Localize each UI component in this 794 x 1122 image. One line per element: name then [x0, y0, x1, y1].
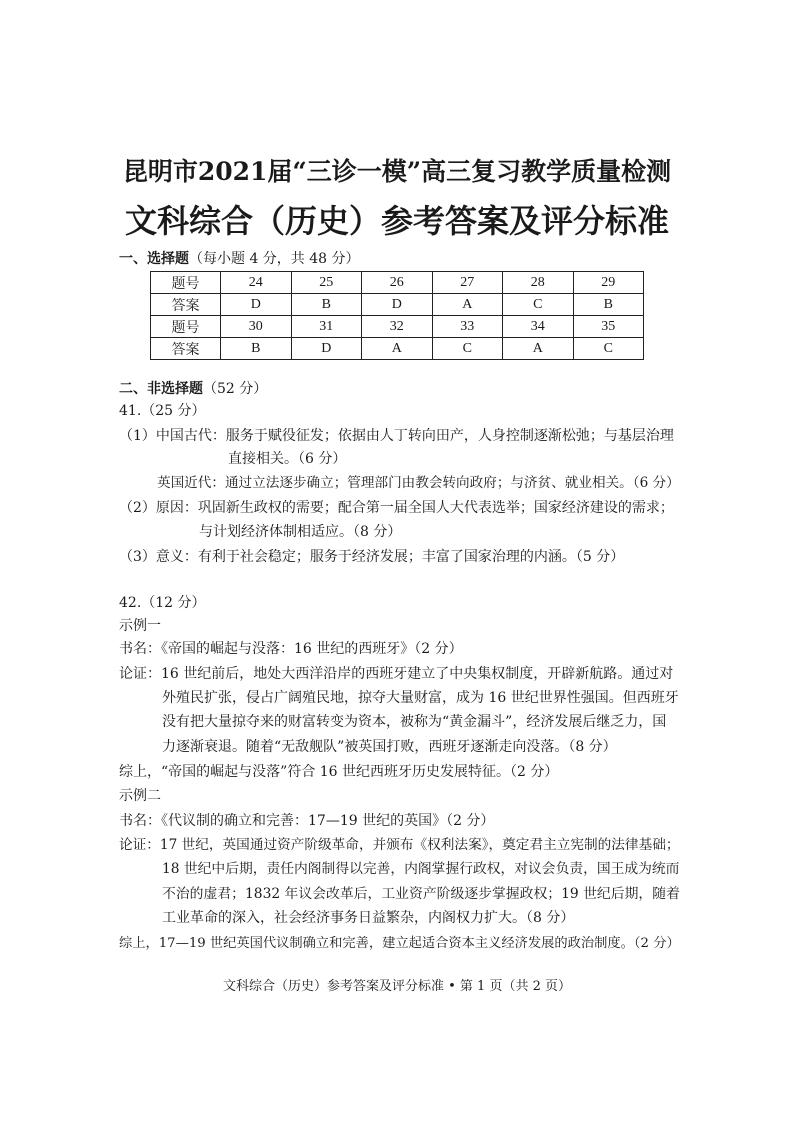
- multiple-choice-answer-table: [150, 271, 644, 360]
- table-cell: A: [432, 294, 503, 316]
- example-2-label: 示例二: [119, 788, 161, 804]
- table-cell: A: [503, 338, 574, 360]
- table-row: [151, 316, 644, 338]
- row-label: 答案: [151, 294, 221, 316]
- table-cell: C: [503, 294, 574, 316]
- table-cell: C: [432, 338, 503, 360]
- table-cell: 32: [362, 316, 433, 338]
- table-cell: D: [291, 338, 362, 360]
- table-cell: A: [362, 338, 433, 360]
- section-2-title: 二、非选择题: [119, 381, 203, 397]
- table-cell: B: [221, 338, 292, 360]
- section-2-note: （52 分）: [203, 381, 268, 397]
- table-row: [151, 294, 644, 316]
- table-cell: 33: [432, 316, 503, 338]
- table-cell: 30: [221, 316, 292, 338]
- table-cell: C: [573, 338, 644, 360]
- q41-part3: （3）意义：有利于社会稳定；服务于经济发展；丰富了国家治理的内涵。（5 分）: [119, 549, 625, 565]
- table-row: [151, 272, 644, 294]
- example-2-argument-line1: 论证：17 世纪，英国通过资产阶级革命，并颁布《权利法案》，奠定君主立宪制的法律基础；: [119, 837, 680, 853]
- example-1-summary: 综上，“帝国的崛起与没落”符合 16 世纪西班牙历史发展特征。（2 分）: [119, 764, 559, 780]
- table-cell: D: [362, 294, 433, 316]
- table-cell: B: [573, 294, 644, 316]
- example-1-argument-line3: 没有把大量掠夺来的财富转变为资本，被称为“黄金漏斗”，经济发展后继乏力，国: [162, 714, 667, 730]
- example-2-summary: 综上，17—19 世纪英国代议制确立和完善，建立起适合资本主义经济发展的政治制度。（2 分）: [119, 936, 680, 951]
- q41-header: 41.（25 分）: [119, 403, 206, 419]
- table-cell: 27: [432, 272, 503, 294]
- section-1-note: （每小题 4 分，共 48 分）: [189, 251, 360, 267]
- q41-part2-line1: （2）原因：巩固新生政权的需要；配合第一届全国人大代表选举；国家经济建设的需求；: [119, 500, 674, 516]
- table-cell: D: [221, 294, 292, 316]
- table-cell: 28: [503, 272, 574, 294]
- example-2-argument-line4: 工业革命的深入，社会经济事务日益繁杂，内阁权力扩大。（8 分）: [162, 910, 575, 926]
- table-cell: 31: [291, 316, 362, 338]
- row-label: 答案: [151, 338, 221, 360]
- document-subtitle: 文科综合（历史）参考答案及评分标准: [124, 202, 669, 240]
- table-cell: 26: [362, 272, 433, 294]
- row-label: 题号: [151, 272, 221, 294]
- example-2-argument-line2: 18 世纪中后期，责任内阁制得以完善，内阁掌握行政权，对议会负责，国王成为统而: [162, 861, 680, 877]
- section-1-title: 一、选择题: [119, 251, 189, 267]
- example-1-argument-line4: 力逐渐衰退。随着“无敌舰队”被英国打败，西班牙逐渐走向没落。（8 分）: [162, 739, 617, 755]
- table-cell: B: [291, 294, 362, 316]
- example-1-argument-line2: 外殖民扩张，侵占广阔殖民地，掠夺大量财富，成为 16 世纪世界性强国。但西班牙: [162, 690, 679, 706]
- q41-part1-line1: （1）中国古代：服务于赋役征发；依据由人丁转向田产，人身控制逐渐松弛；与基层治理: [119, 428, 674, 444]
- q42-header: 42.（12 分）: [119, 595, 206, 611]
- table-cell: 35: [573, 316, 644, 338]
- q41-part1-line3: 英国近代：通过立法逐步确立；管理部门由教会转向政府；与济贫、就业相关。（6 分）: [157, 475, 680, 491]
- table-row: [151, 338, 644, 360]
- section-2-heading: [119, 378, 267, 398]
- table-cell: 25: [291, 272, 362, 294]
- q41-part1-line2: 直接相关。（6 分）: [228, 451, 347, 467]
- example-2-argument-line3: 不治的虚君；1832 年议会改革后，工业资产阶级逐步掌握政权；19 世纪后期，随着: [162, 886, 680, 902]
- example-2-book-title: 书名：《代议制的确立和完善：17—19 世纪的英国》（2 分）: [119, 813, 495, 829]
- page-footer: 文科综合（历史）参考答案及评分标准 • 第 1 页（共 2 页）: [222, 979, 571, 994]
- section-1-heading: [119, 248, 360, 268]
- row-label: 题号: [151, 316, 221, 338]
- q41-part2-line2: 与计划经济体制相适应。（8 分）: [199, 524, 402, 540]
- example-1-argument-line1: 论证：16 世纪前后，地处大西洋沿岸的西班牙建立了中央集权制度，开辟新航路。通过对: [119, 666, 674, 682]
- table-cell: 29: [573, 272, 644, 294]
- document-title: 昆明市2021届“三诊一模”高三复习教学质量检测: [122, 157, 672, 186]
- table-cell: 34: [503, 316, 574, 338]
- table-cell: 24: [221, 272, 292, 294]
- example-1-book-title: 书名：《帝国的崛起与没落：16 世纪的西班牙》（2 分）: [119, 641, 463, 657]
- example-1-label: 示例一: [119, 618, 161, 634]
